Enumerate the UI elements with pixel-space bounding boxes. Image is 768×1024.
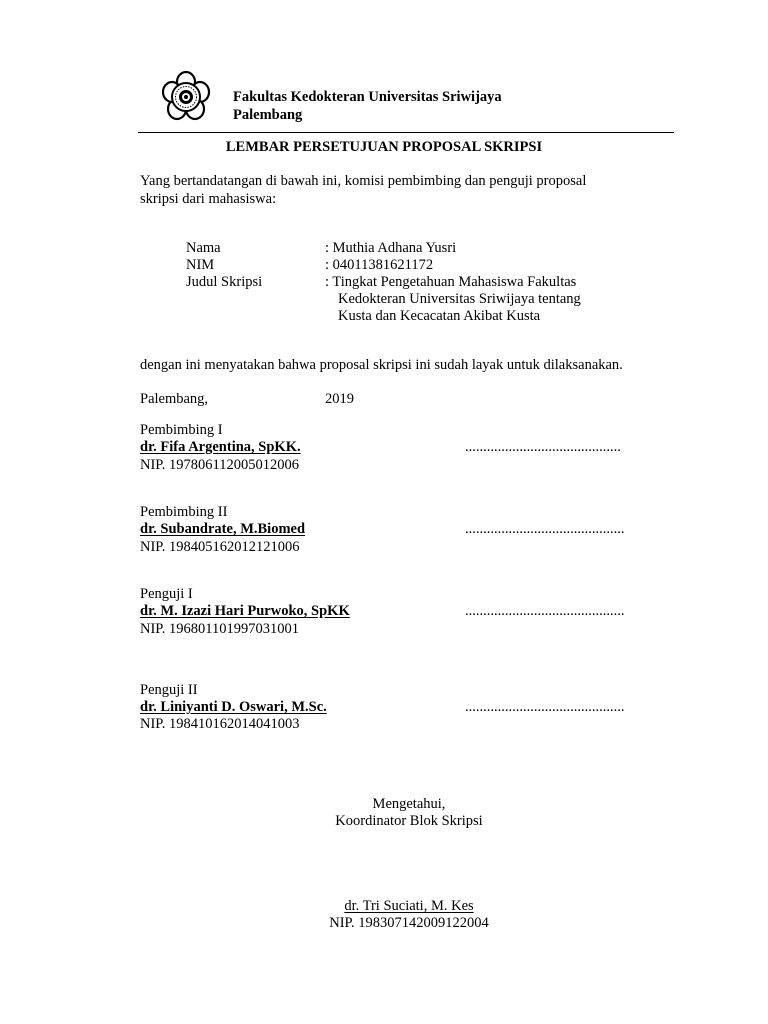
header-divider (138, 132, 674, 133)
signature-line: ........................................... (465, 439, 621, 455)
signer-nip: NIP. 198410162014041003 (140, 716, 300, 732)
place-label: Palembang, (140, 391, 209, 407)
signer-name: dr. M. Izazi Hari Purwoko, SpKK (140, 603, 350, 619)
student-nim-label: NIM (186, 257, 215, 273)
coordinator-name-text: dr. Tri Suciati, M. Kes (344, 898, 474, 914)
signer-nip: NIP. 197806112005012006 (140, 457, 299, 473)
institution-city: Palembang (233, 107, 303, 123)
student-name-value: : Muthia Adhana Yusri (325, 240, 457, 256)
signature-line: ............................................ (465, 699, 625, 715)
institution-name: Fakultas Kedokteran Universitas Sriwijaya (233, 89, 502, 105)
document-title: LEMBAR PERSETUJUAN PROPOSAL SKRIPSI (225, 139, 543, 155)
signer-name: dr. Liniyanti D. Oswari, M.Sc. (140, 699, 327, 715)
student-nim-value: : 04011381621172 (325, 257, 434, 273)
approval-statement: dengan ini menyatakan bahwa proposal skripsi ini sudah layak untuk dilaksanakan. (140, 357, 623, 373)
signer-role: Penguji I (140, 586, 193, 602)
coordinator-nip: NIP. 198307142009122004 (329, 915, 489, 931)
coordinator-name (0, 897, 768, 915)
signer-role: Pembimbing I (140, 422, 223, 438)
intro-line-2: skripsi dari mahasiswa: (140, 191, 277, 207)
signer-nip: NIP. 198405162012121006 (140, 539, 300, 555)
year-label: 2019 (325, 391, 354, 407)
signer-role: Penguji II (140, 682, 198, 698)
thesis-title-line-3: Kusta dan Kecacatan Akibat Kusta (338, 308, 541, 324)
university-logo-icon (160, 70, 212, 122)
thesis-title-line-2: Kedokteran Universitas Sriwijaya tentang (338, 291, 581, 307)
coordinator-title: Koordinator Blok Skripsi (335, 813, 483, 829)
thesis-title-label: Judul Skripsi (186, 274, 263, 290)
acknowledged-label: Mengetahui, (372, 796, 446, 812)
thesis-title-line-1: : Tingkat Pengetahuan Mahasiswa Fakultas (325, 274, 577, 290)
signer-role: Pembimbing II (140, 504, 228, 520)
signer-name: dr. Subandrate, M.Biomed (140, 521, 306, 537)
signer-nip: NIP. 196801101997031001 (140, 621, 299, 637)
signer-name: dr. Fifa Argentina, SpKK. (140, 439, 301, 455)
signature-line: ............................................ (465, 603, 625, 619)
signature-line: ............................................ (465, 521, 625, 537)
intro-line-1: Yang bertandatangan di bawah ini, komisi pembimbing dan penguji proposal (140, 173, 587, 189)
student-name-label: Nama (186, 240, 221, 256)
